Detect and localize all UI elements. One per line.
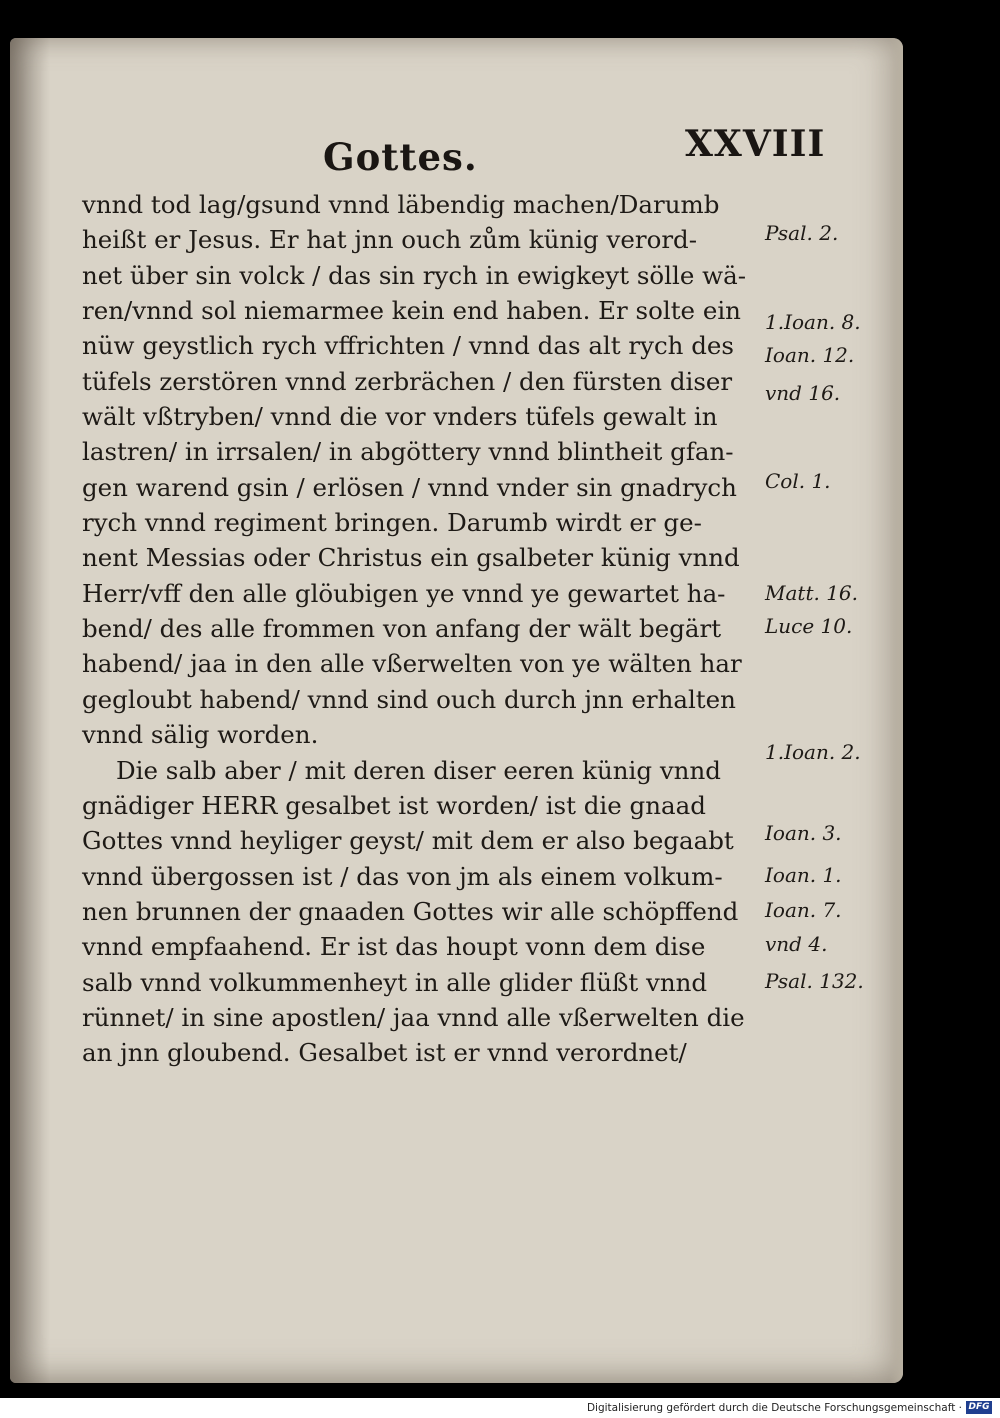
text-line: heißt er Jesus. Er hat jnn ouch zům künig verord- <box>82 225 697 255</box>
text-line: habend/ jaa in den alle vßerwelten von ye wälten har <box>82 649 742 679</box>
text-line: salb vnnd volkummenheyt in alle glider flüßt vnnd <box>82 967 708 997</box>
text-line: tüfels zerstören vnnd zerbrächen / den fürsten diser <box>82 366 733 396</box>
text-line: nen brunnen der gnaaden Gottes wir alle schöpffend <box>82 896 739 926</box>
margin-note: 1.Ioan. 2. <box>765 740 861 764</box>
text-line: gegloubt habend/ vnnd sind ouch durch jnn erhalten <box>82 684 736 714</box>
text-line: Herr/vff den alle glöubigen ye vnnd ye gewartet ha- <box>82 578 726 608</box>
body-text <box>82 187 772 1071</box>
text-line: Gottes vnnd heyliger geyst/ mit dem er also begaabt <box>82 826 734 856</box>
text-line: rünnet/ in sine apostlen/ jaa vnnd alle vßerwelten die <box>82 1002 745 1032</box>
margin-note: Ioan. 12. <box>765 343 855 367</box>
text-line: gen warend gsin / erlösen / vnnd vnder sin gnadrych <box>82 472 737 502</box>
text-line: bend/ des alle frommen von anfang der wält begärt <box>82 614 722 644</box>
margin-note: Ioan. 1. <box>765 863 842 887</box>
margin-note: Luce 10. <box>765 614 853 638</box>
text-line: wält vßtryben/ vnnd die vor vnders tüfels gewalt in <box>82 402 718 432</box>
margin-note: Col. 1. <box>765 469 831 493</box>
text-line: Die salb aber / mit deren diser eeren künig vnnd <box>116 755 721 785</box>
text-line: vnnd empfaahend. Er ist das houpt vonn dem dise <box>82 932 706 962</box>
dfg-logo-icon: DFG <box>966 1401 992 1414</box>
margin-note: 1.Ioan. 8. <box>765 310 861 334</box>
margin-note: Ioan. 7. <box>765 898 842 922</box>
text-line: vnnd übergossen ist / das von jm als einem volkum- <box>82 861 723 891</box>
running-head: Gottes. <box>323 135 478 179</box>
margin-note: Psal. 2. <box>765 221 839 245</box>
text-line: gnädiger HERR gesalbet ist worden/ ist die gnaad <box>82 790 706 820</box>
margin-note: Ioan. 3. <box>765 821 842 845</box>
text-line: nent Messias oder Christus ein gsalbeter künig vnnd <box>82 543 740 573</box>
folio-number: XXVIII <box>685 123 826 165</box>
funding-credit: Digitalisierung gefördert durch die Deutsche Forschungsgemeinschaft · <box>586 1402 962 1414</box>
margin-note: Psal. 132. <box>765 969 864 993</box>
margin-note: vnd 16. <box>765 381 841 405</box>
text-line: vnnd sälig worden. <box>82 720 319 750</box>
text-line: rych vnnd regiment bringen. Darumb wirdt er ge- <box>82 508 702 538</box>
text-line: vnnd tod lag/gsund vnnd läbendig machen/Darumb <box>82 190 720 219</box>
text-line: lastren/ in irrsalen/ in abgöttery vnnd blintheit gfan- <box>82 437 734 467</box>
text-line: nüw geystlich rych vffrichten / vnnd das alt rych des <box>82 331 735 361</box>
text-line: ren/vnnd sol niemarmee kein end haben. Er solte ein <box>82 296 741 326</box>
text-line: net über sin volck / das sin rych in ewigkeyt sölle wä- <box>82 260 746 290</box>
text-line: an jnn gloubend. Gesalbet ist er vnnd verordnet/ <box>82 1038 687 1068</box>
margin-note: Matt. 16. <box>765 581 858 605</box>
margin-note: vnd 4. <box>765 932 828 956</box>
